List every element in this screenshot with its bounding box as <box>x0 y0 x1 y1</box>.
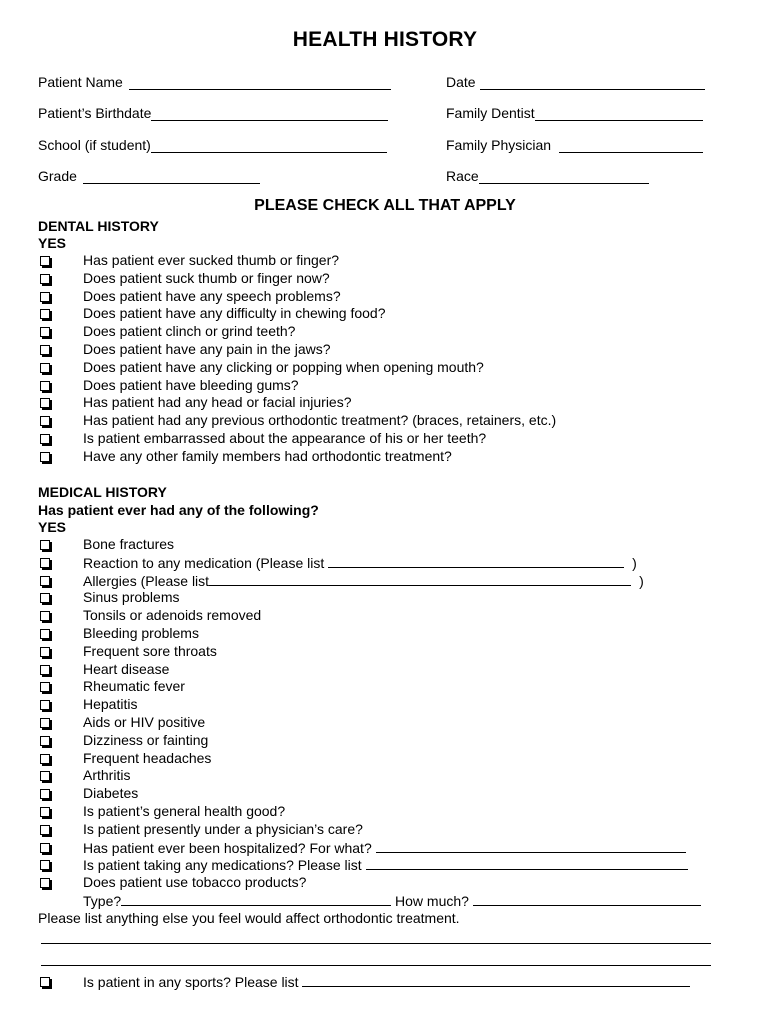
medical-history-heading: MEDICAL HISTORY <box>38 484 167 500</box>
checkbox[interactable] <box>40 647 50 657</box>
checkbox[interactable] <box>40 309 50 319</box>
checkbox[interactable] <box>40 381 50 391</box>
birthdate-field[interactable] <box>38 103 388 121</box>
checkbox[interactable] <box>40 718 50 728</box>
tobacco-type-line[interactable] <box>121 892 391 906</box>
checkbox[interactable] <box>40 327 50 337</box>
medical-question: Has patient ever had any of the following? <box>38 502 319 518</box>
tobacco-amount-line[interactable] <box>473 892 701 906</box>
dental-history-heading: DENTAL HISTORY <box>38 218 159 234</box>
school-line[interactable] <box>151 139 387 153</box>
family-dentist-field[interactable] <box>446 103 703 121</box>
checkbox[interactable] <box>40 363 50 373</box>
medication-reaction-line[interactable] <box>328 554 624 568</box>
form-title: HEALTH HISTORY <box>292 28 478 51</box>
checkbox[interactable] <box>40 700 50 710</box>
grade-field[interactable] <box>38 166 260 184</box>
race-line[interactable] <box>479 170 649 184</box>
check-all-instruction: PLEASE CHECK ALL THAT APPLY <box>254 197 516 214</box>
date-line[interactable] <box>480 76 705 90</box>
checkbox[interactable] <box>40 611 50 621</box>
patient-name-field[interactable] <box>38 72 391 90</box>
checkbox[interactable] <box>40 576 50 586</box>
checkbox[interactable] <box>40 434 50 444</box>
family-physician-label: Family Physician <box>446 137 552 153</box>
checkbox[interactable] <box>40 345 50 355</box>
checkbox[interactable] <box>40 789 50 799</box>
other-conditions-line-2[interactable] <box>41 965 711 966</box>
allergies-line[interactable] <box>209 572 631 586</box>
family-dentist-line[interactable] <box>535 107 703 121</box>
checkbox[interactable] <box>40 665 50 675</box>
checkbox[interactable] <box>40 825 50 835</box>
checkbox[interactable] <box>40 843 50 853</box>
grade-line[interactable] <box>83 170 260 184</box>
family-physician-line[interactable] <box>559 139 703 153</box>
checkbox[interactable] <box>40 452 50 462</box>
dental-yes-label: YES <box>38 235 67 251</box>
hospitalized-line[interactable] <box>376 839 686 853</box>
checkbox[interactable] <box>40 807 50 817</box>
race-label: Race <box>446 168 479 184</box>
medical-yes-label: YES <box>38 519 67 535</box>
date-field[interactable] <box>446 72 705 90</box>
race-field[interactable] <box>446 166 649 184</box>
checkbox[interactable] <box>40 878 50 888</box>
family-dentist-label: Family Dentist <box>446 105 535 121</box>
checkbox[interactable] <box>40 398 50 408</box>
school-label: School (if student) <box>38 137 151 153</box>
checkbox[interactable] <box>40 416 50 426</box>
checkbox[interactable] <box>40 292 50 302</box>
family-physician-field[interactable] <box>446 135 703 153</box>
checkbox[interactable] <box>40 593 50 603</box>
other-conditions-line-1[interactable] <box>41 943 711 944</box>
checkbox[interactable] <box>40 256 50 266</box>
birthdate-line[interactable] <box>151 107 388 121</box>
patient-name-label: Patient Name <box>38 74 123 90</box>
school-field[interactable] <box>38 135 387 153</box>
checkbox[interactable] <box>40 629 50 639</box>
health-history-form: HEALTH HISTORY Patient Name Date Patient’s Birthdate Family Dentist School (if student) Family Physician Grade Race PLEASE CHECK ALL THAT APPLY DENTAL HISTORY YES Has patient ever sucked thumb or finger? Does patient suck thumb or finger now? Does patient have any speech problems? Does patient have any difficulty in chewing food? Does patient clinch or grind teeth? Does patient have any pain in the jaws? Does patient have any clicking or popping when opening mouth? Does patient have bleeding gums? Has patient had any head or facial injuries? Has patient had any previous orthodontic treatment? (braces, retainers, etc.) Is patient embarrassed about the appearance of his or her teeth? Have any other family members had orthodontic treatment? MEDICAL HISTORY Has patient ever had any of the following? YES Bone fractures Reaction to any medication (Please list ) Allergies (Please list ) Sinus problems Tonsils or adenoids removed Bleeding problems Frequent sore throats Heart disease Rheumatic fever Hepatitis Aids or HIV positive Dizziness or fainting Frequent headaches Arthritis Diabetes Is patient’s general health good? Is patient presently under a physician’s care? Has patient ever been hospitalized? For what? Is patient taking any medications? Please list Does patient use tobacco products? Type? How much? Please list anything else you feel would affect orthodontic treatment. Is patient in any sports? Please list <box>0 0 770 1024</box>
checkbox[interactable] <box>40 540 50 550</box>
checkbox[interactable] <box>40 682 50 692</box>
checkbox[interactable] <box>40 771 50 781</box>
sports-line[interactable] <box>302 973 690 987</box>
checkbox[interactable] <box>40 736 50 746</box>
checkbox[interactable] <box>40 754 50 764</box>
checkbox[interactable] <box>40 977 50 987</box>
checkbox[interactable] <box>40 274 50 284</box>
checkbox[interactable] <box>40 558 50 568</box>
medications-line[interactable] <box>366 856 688 870</box>
birthdate-label: Patient’s Birthdate <box>38 105 152 121</box>
other-conditions-prompt: Please list anything else you feel would affect orthodontic treatment. <box>38 910 460 926</box>
patient-name-line[interactable] <box>129 76 391 90</box>
checkbox[interactable] <box>40 860 50 870</box>
date-label: Date <box>446 74 476 90</box>
grade-label: Grade <box>38 168 77 184</box>
